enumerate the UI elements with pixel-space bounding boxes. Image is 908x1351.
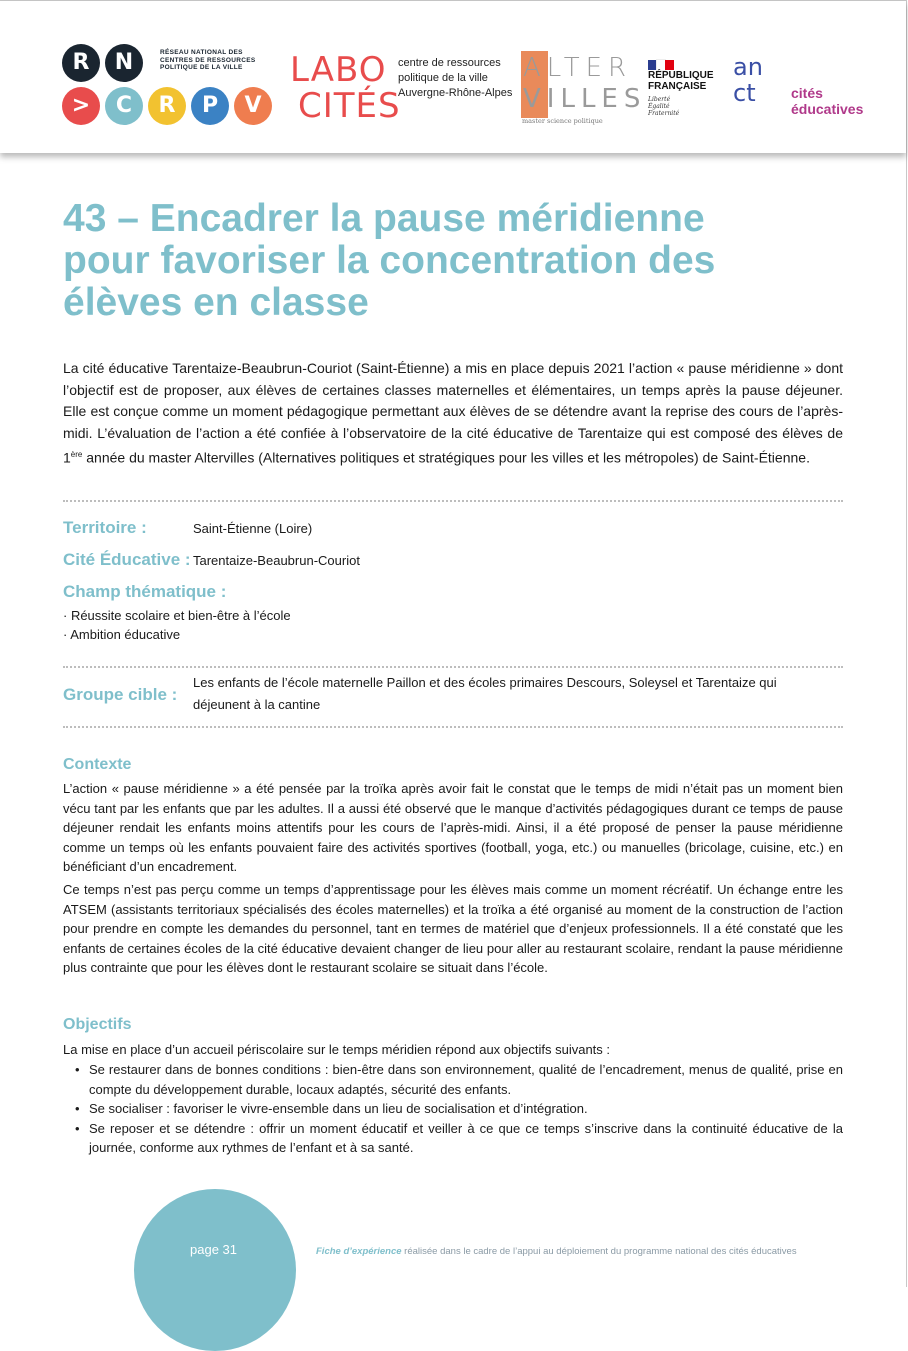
list-item: • Se socialiser : favoriser le vivre-ensemble dans un lieu de socialisation et d’intégration. xyxy=(63,1099,843,1119)
divider xyxy=(63,500,843,502)
page-number: page 31 xyxy=(190,1242,237,1257)
republique-francaise-logo: RÉPUBLIQUE FRANÇAISE Liberté Égalité Fraternité xyxy=(648,57,728,127)
champ-item: · Ambition éducative xyxy=(63,627,181,642)
rn-letter-r: R xyxy=(62,44,100,82)
groupe-cible-value-line2: déjeunent à la cantine xyxy=(193,697,321,712)
territoire-label: Territoire : xyxy=(63,518,147,537)
rn-letter-c: C xyxy=(105,87,143,125)
rn-letter-arrow: > xyxy=(62,87,100,125)
rn-letter-p: P xyxy=(191,87,229,125)
rn-network-text: RÉSEAU NATIONAL DES CENTRES DE RESSOURCES POLITIQUE DE LA VILLE xyxy=(160,49,256,71)
rn-crpv-logo xyxy=(62,41,282,131)
logo-header xyxy=(0,1,906,153)
footer-caption: Fiche d’expérience réalisée dans le cadre de l’appui au déploiement du programme national des cités éducatives xyxy=(316,1246,797,1257)
rn-letter-r2: R xyxy=(148,87,186,125)
champ-item: · Réussite scolaire et bien-être à l’école xyxy=(63,608,291,623)
objectifs-heading: Objectifs xyxy=(63,1016,132,1033)
contexte-heading: Contexte xyxy=(63,756,132,773)
list-item: • Se restaurer dans de bonnes conditions : bien-être dans son environnement, qualité de l’encadrement, menus de qualité, prise en compte du développement durable, locaux adaptés, sécurité des enfants. xyxy=(63,1060,843,1099)
divider xyxy=(63,666,843,668)
anct-cites-educatives-logo: an ct cités éducatives xyxy=(733,53,864,117)
objectifs-intro: La mise en place d’un accueil périscolaire sur le temps méridien répond aux objectifs suivants : xyxy=(63,1042,611,1057)
cite-educative-value: Tarentaize-Beaubrun-Couriot xyxy=(193,553,360,568)
page-number-circle xyxy=(134,1189,296,1351)
page-title: 43 – Encadrer la pause méridienne pour favoriser la concentration des élèves en classe xyxy=(63,197,716,324)
altervilles-logo: ALTER VILLES master science politique xyxy=(522,53,647,125)
rn-letter-v: V xyxy=(234,87,272,125)
divider xyxy=(63,726,843,728)
groupe-cible-value-line1: Les enfants de l’école maternelle Paillon et des écoles primaires Descours, Soleysel et Tarentaize qui xyxy=(193,675,777,690)
labo-word: LABO xyxy=(290,50,387,90)
french-flag-icon xyxy=(648,57,674,67)
groupe-cible-label: Groupe cible : xyxy=(63,685,178,704)
contexte-paragraph-1: L’action « pause méridienne » a été pensée par la troïka après avoir fait le constat que le temps de midi n’était pas un moment bien vécu tant par les enfants que par les adultes. Il a aussi été observé que le manque d’activités pédagogiques durant ce temps de pause déjeuner rendait les enfants moins attentifs pour les cours de l’après-midi. Ainsi, il a été proposé de penser la pause méridienne comme un temps où les enfants pouvaient faire des activités sportives (football, yoga, etc.) ou manuelles (bricolage, cuisine, etc.) en bénéficiant d’un encadrement. xyxy=(63,781,843,874)
intro-paragraph: La cité éducative Tarentaize-Beaubrun-Couriot (Saint-Étienne) a mis en place depuis 2021 l’action « pause méridienne » dont l’objectif est de proposer, aux élèves de certaines classes maternelles et élémentaires, un temps après la pause déjeuner. Elle est conçue comme un moment pédagogique permettant aux élèves de se détendre avant la reprise des cours de l’après-midi. L’évaluation de l’action a été confiée à l’observatoire de la cité éducative de Tarentaize qui est composé des élèves de 1ère année du master Altervilles (Alternatives politiques et stratégiques pour les villes et les métropoles) de Saint-Étienne. xyxy=(63,360,843,467)
territoire-value: Saint-Étienne (Loire) xyxy=(193,521,313,536)
contexte-paragraph-2: Ce temps n’est pas perçu comme un temps d’apprentissage pour les élèves mais comme un moment récréatif. Un échange entre les ATSEM (assistants territoriaux spécialisés des écoles maternelles) et la troïka a été organisé au moment de la construction de l’action pour prendre en compte les demandes du personnel, tant en termes de matériel que d’enjeux professionnels. Il a été constaté que les enfants de certaines écoles de la cité éducative devaient changer de lieu pour aller au restaurant scolaire, rendant la pause méridienne plus contrainte que pour les élèves dont le restaurant scolaire se situait dans l’école. xyxy=(63,882,843,975)
cites-word: CITÉS xyxy=(298,86,401,126)
objectifs-list xyxy=(63,1060,843,1158)
cite-educative-label: Cité Éducative : xyxy=(63,550,191,569)
list-item: • Se reposer et se détendre : offrir un moment éducatif et veiller à ce que ce temps s’inscrive dans la continuité éducative de la journée, conforme aux rythmes de l’enfant et à sa santé. xyxy=(63,1119,843,1158)
rn-letter-n: N xyxy=(105,44,143,82)
labo-cites-logo xyxy=(290,50,401,126)
labo-cites-description: centre de ressources politique de la ville Auvergne-Rhône-Alpes xyxy=(398,57,513,99)
champ-thematique-label: Champ thématique : xyxy=(63,582,227,601)
